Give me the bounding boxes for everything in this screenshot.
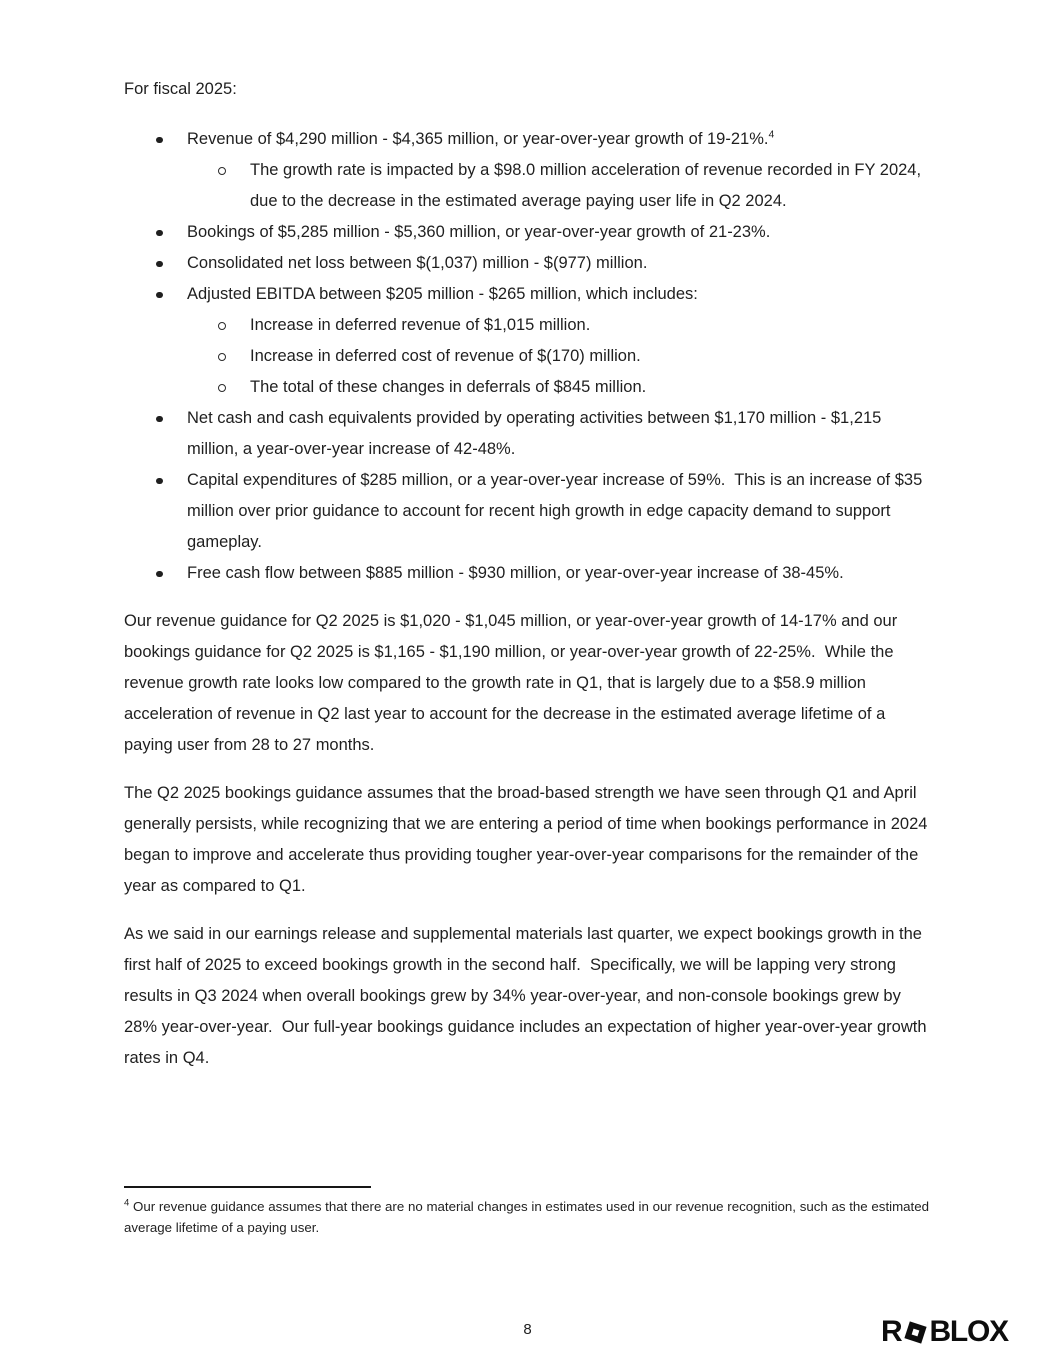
- list-item-text: Adjusted EBITDA between $205 million - $265 million, which includes:: [187, 285, 698, 303]
- fiscal-2025-guidance-list: [124, 124, 931, 589]
- sub-item-deferrals-total: [187, 372, 931, 403]
- intro-text: For fiscal 2025:: [124, 80, 237, 98]
- sub-item-deferred-revenue: [187, 310, 931, 341]
- list-item-text: Free cash flow between $885 million - $930 million, or year-over-year increase of 38-45%.: [187, 564, 844, 582]
- list-item-net-loss: [124, 248, 931, 279]
- page-number: 8: [523, 1321, 532, 1338]
- paragraph-q2-guidance: Our revenue guidance for Q2 2025 is $1,020 - $1,045 million, or year-over-year growth of 14-17% and our bookings guidance for Q2 2025 is $1,165 - $1,190 million, or year-over-year growth of 22-25%. While the revenue growth rate looks low compared to the growth rate in Q1, that is largely due to a $58.9 million acceleration of revenue in Q2 last year to account for the decrease in the estimated average lifetime of a paying user from 28 to 27 months.: [124, 612, 902, 754]
- paragraph-bookings-assumption: The Q2 2025 bookings guidance assumes that the broad-based strength we have seen through Q1 and April generally persists, while recognizing that we are entering a period of time when bookings performance in 2024 began to improve and accelerate thus providing tougher year-over-year comparisons for the remainder of the year as compared to Q1.: [124, 784, 933, 895]
- list-item-text: Capital expenditures of $285 million, or a year-over-year increase of 59%. This is an increase of $35 million over prior guidance to account for recent high growth in edge capacity demand to support gameplay.: [187, 471, 927, 551]
- list-item-net-cash: [124, 403, 931, 465]
- list-item-text: Net cash and cash equivalents provided by operating activities between $1,170 million - $1,215 million, a year-over-year increase of 42-48%.: [187, 409, 886, 458]
- sub-item-growth-rate: [187, 155, 931, 217]
- list-item-adjusted-ebitda: [124, 279, 931, 403]
- sub-item-text: Increase in deferred revenue of $1,015 million.: [250, 316, 591, 334]
- sub-item-deferred-cost: [187, 341, 931, 372]
- footnote-marker: 4: [124, 1197, 130, 1209]
- logo-letter-r: R: [880, 1315, 902, 1348]
- roblox-tilted-square-icon: [902, 1319, 929, 1346]
- list-item-text: Bookings of $5,285 million - $5,360 million, or year-over-year growth of 21-23%.: [187, 223, 771, 241]
- paragraph-full-year-outlook: As we said in our earnings release and supplemental materials last quarter, we expect bookings growth in the first half of 2025 to exceed bookings growth in the second half. Specifically, we will be lapping very strong results in Q3 2024 when overall bookings grew by 34% year-over-year, and non-console bookings grew by 28% year-over-year. Our full-year bookings guidance includes an expectation of higher year-over-year growth rates in Q4.: [124, 925, 932, 1067]
- footnote-body: Our revenue guidance assumes that there are no material changes in estimates used in our revenue recognition, such as the estimated average lifetime of a paying user.: [124, 1199, 933, 1235]
- sub-item-text: The total of these changes in deferrals of $845 million.: [250, 378, 647, 396]
- logo-letters-blox: BLOX: [929, 1315, 1008, 1348]
- footnote-text: [124, 1196, 931, 1238]
- footnote-section: [124, 1186, 931, 1238]
- sub-item-text: The growth rate is impacted by a $98.0 million acceleration of revenue recorded in FY 2024, due to the decrease in the estimated average paying user life in Q2 2024.: [250, 161, 926, 210]
- list-item-bookings: [124, 217, 931, 248]
- list-item-capex: [124, 465, 931, 558]
- revenue-sub-list: [187, 155, 931, 217]
- list-item-text: Revenue of $4,290 million - $4,365 million, or year-over-year growth of 19-21%.: [187, 130, 769, 148]
- ebitda-sub-list: [187, 310, 931, 403]
- list-item-free-cash-flow: [124, 558, 931, 589]
- roblox-logo: [880, 1315, 1008, 1348]
- list-item-text: Consolidated net loss between $(1,037) million - $(977) million.: [187, 254, 648, 272]
- page-footer: [0, 1314, 1055, 1352]
- footnote-divider: [124, 1186, 371, 1188]
- footnote-reference: 4: [768, 128, 775, 141]
- list-item-revenue: [124, 124, 931, 217]
- sub-item-text: Increase in deferred cost of revenue of $(170) million.: [250, 347, 641, 365]
